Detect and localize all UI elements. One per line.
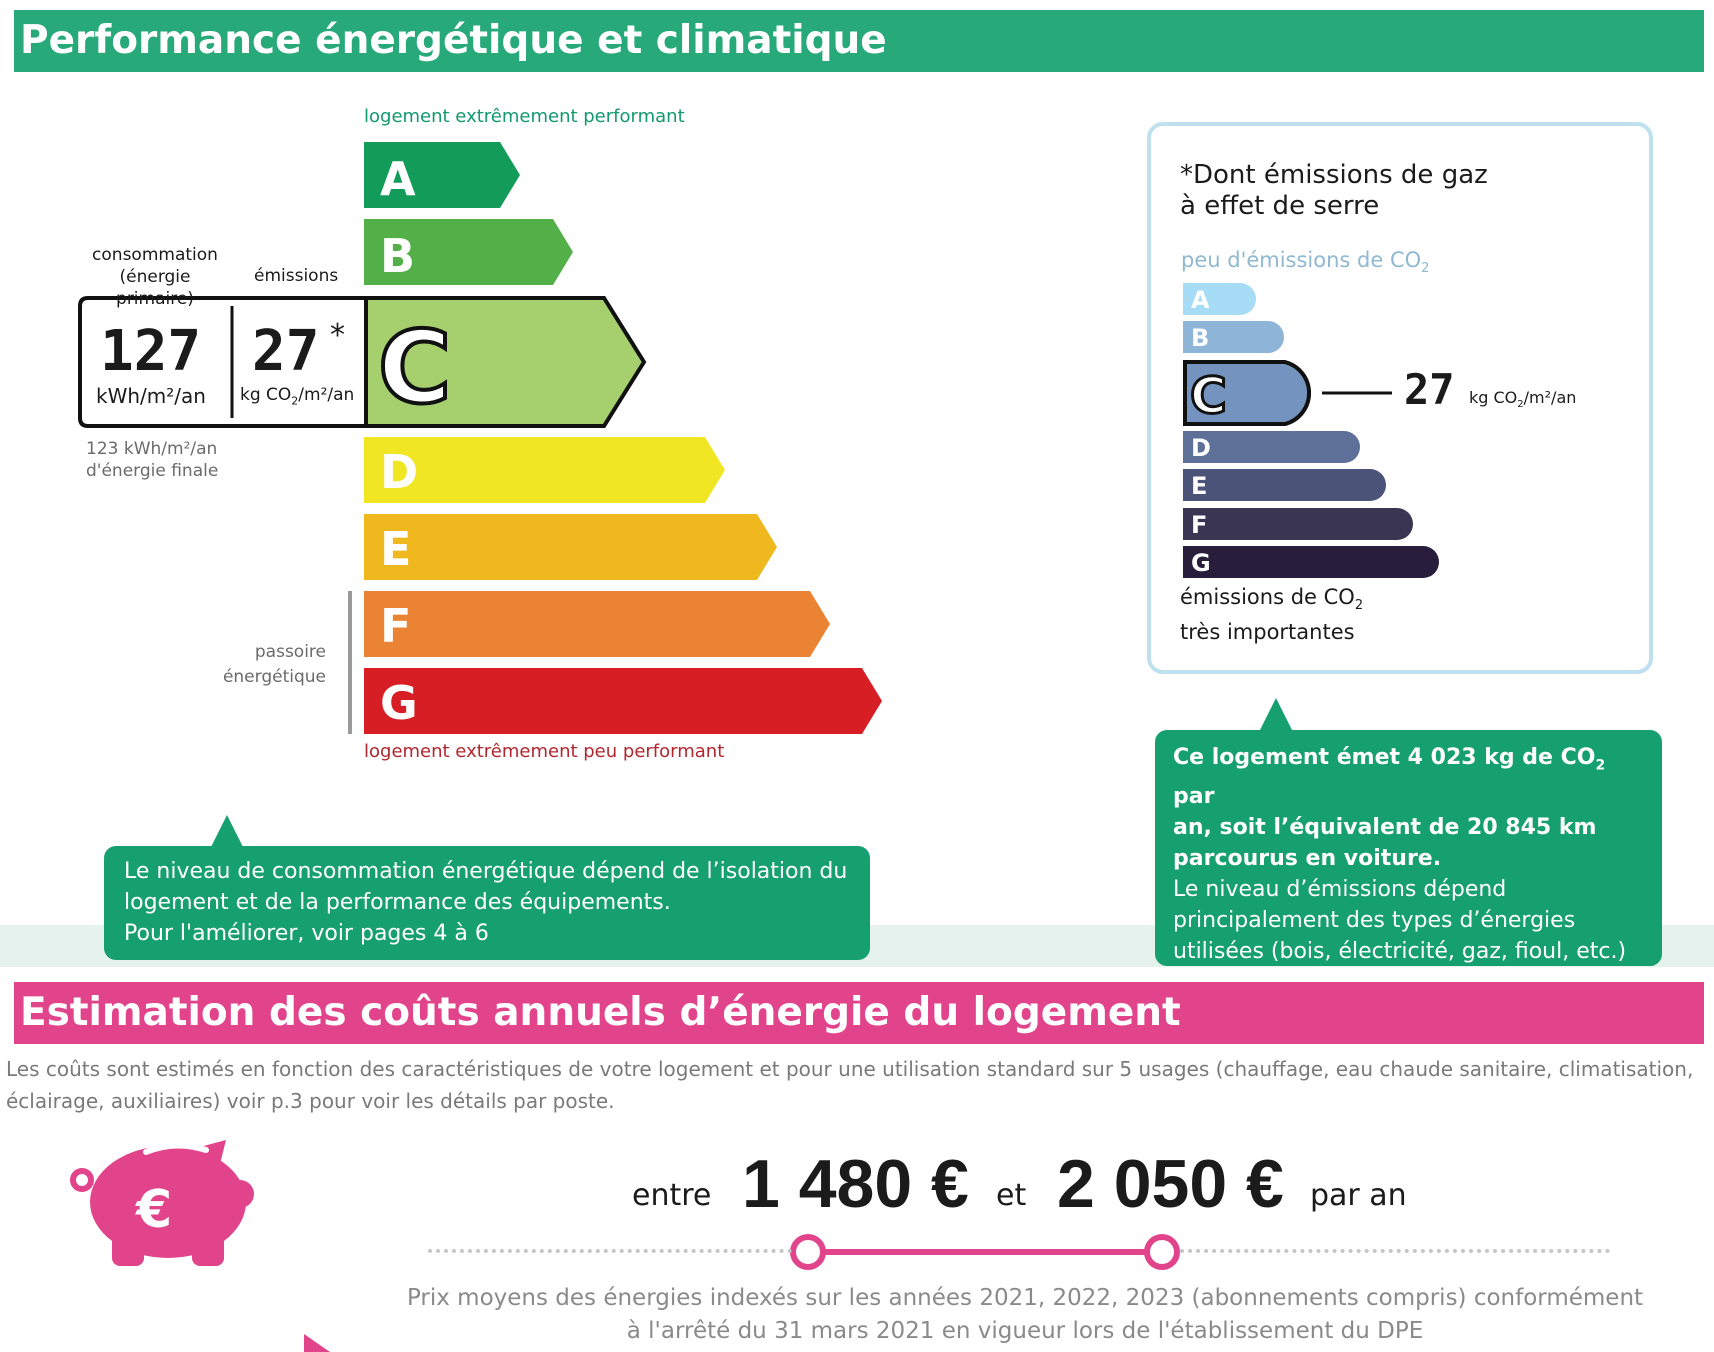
cost-section-title: Estimation des coûts annuels d’énergie du logement [14, 982, 1704, 1044]
ges-class-d-letter: D [1191, 434, 1211, 462]
ges-top-note: peu d'émissions de $CO_2$ [1181, 248, 1430, 277]
ges-info-bubble: Ce logement émet 4 023 kg de $CO_2$ par an, soit l’équivalent de 20 845 km parcourus en voiture. Le niveau d’émissions dépend principalement des types d’énergies utilisées (bois, électricité, gaz, fioul, etc.) [1155, 730, 1662, 966]
cost-max-marker [1147, 1237, 1177, 1267]
energy-class-f-letter: F [380, 599, 412, 653]
ges-class-b-letter: B [1191, 324, 1210, 352]
ges-class-g-letter: G [1191, 549, 1211, 577]
cost-min-marker [793, 1237, 823, 1267]
cost-word-between: entre [632, 1178, 712, 1213]
cost-scale-dots-left [428, 1249, 792, 1253]
cost-max-value: 2 050 € [1057, 1146, 1284, 1222]
emissions-header: émissions [254, 266, 339, 286]
final-energy-note: 123 kWh/m²/an d'énergie finale [86, 439, 219, 481]
emissions-star: * [330, 318, 345, 353]
energy-bubble-pointer [211, 815, 243, 847]
emissions-unit: kg $CO_2/m^2/an$ [240, 385, 355, 408]
cost-word-and: et [996, 1178, 1027, 1213]
cost-min-value: 1 480 € [742, 1146, 969, 1222]
cost-description: Les coûts sont estimés en fonction des caractéristiques de votre logement et pour une utilisation standard sur 5 usages (chauffage, eau chaude sanitaire, climatisation, éclairage, auxiliaires) voir p.3 pour voir les détails par poste. [6, 1057, 1694, 1113]
ges-class-f-letter: F [1191, 511, 1208, 539]
ges-class-a-letter: A [1191, 286, 1210, 314]
ges-bubble-pointer [1260, 698, 1292, 730]
energy-class-c-letter: C [378, 309, 452, 426]
ges-class-e-bar [1183, 469, 1386, 501]
consumption-unit: kWh/m²/an [96, 384, 206, 408]
top-performance-note: logement extrêmement performant [364, 106, 685, 127]
ges-value: 27 [1404, 365, 1455, 414]
cost-word-per-year: par an [1310, 1178, 1407, 1213]
bottom-performance-note: logement extrêmement peu performant [364, 741, 725, 762]
consumption-value: 127 [100, 319, 202, 384]
cost-scale-dots-right [1180, 1249, 1610, 1253]
energy-info-bubble: Le niveau de consommation énergétique dépend de l’isolation du logement et de la performance des équipements. Pour l'améliorer, voir pages 4 à 6 [104, 846, 870, 960]
energy-section-title: Performance énergétique et climatique [14, 10, 1704, 72]
energy-class-d-letter: D [380, 445, 419, 499]
ges-class-f-bar [1183, 508, 1413, 540]
svg-text:€: € [136, 1180, 173, 1240]
ges-unit: kg $CO_2/m^2/an$ [1469, 388, 1577, 411]
passoire-label: passoire énergétique [222, 642, 326, 687]
ges-bottom-note: émissions de $CO_2$ très importantes [1180, 585, 1364, 645]
energy-class-g-letter: G [380, 676, 418, 730]
ges-class-e-letter: E [1191, 472, 1208, 500]
energy-class-e-bar [364, 514, 777, 580]
ges-class-g-bar [1183, 546, 1439, 578]
energy-class-a-letter: A [380, 152, 416, 206]
consumption-header: consommation (énergie primaire) [92, 245, 218, 309]
energy-class-e-letter: E [380, 522, 412, 576]
piggy-bank-euro-icon [73, 1140, 254, 1266]
energy-class-g-bar [364, 668, 882, 734]
energy-class-f-bar [364, 591, 830, 657]
decorative-pink-corner [304, 1334, 330, 1352]
ges-panel-title: *Dont émissions de gaz à effet de serre [1180, 160, 1488, 221]
energy-class-b-letter: B [380, 229, 416, 283]
emissions-value: 27 [252, 319, 320, 384]
ges-class-c-letter: C [1190, 367, 1227, 425]
price-note: Prix moyens des énergies indexés sur les années 2021, 2022, 2023 (abonnements compris) conformément à l'arrêté du 31 mars 2021 en vigueur lors de l'établissement du DPE [406, 1285, 1644, 1344]
